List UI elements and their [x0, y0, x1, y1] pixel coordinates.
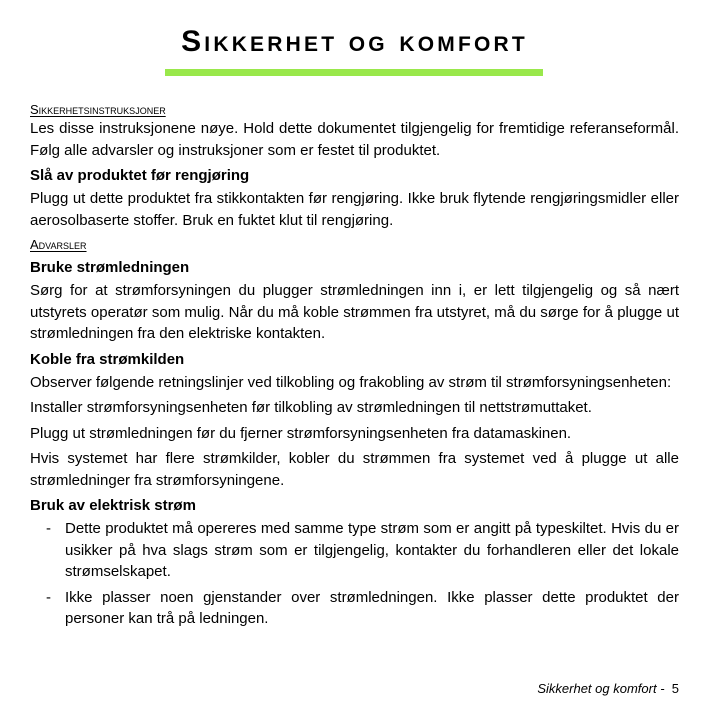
subheading-power-cord: Bruke strømledningen: [30, 259, 190, 276]
list-item: [30, 518, 679, 583]
title-accent-bar: [165, 69, 543, 76]
list-item-text: Dette produktet må opereres med samme type strøm som er angitt på typeskiltet. Hvis du er usikker på hva slags strøm som er tilgjengelig, kontakter du forhandleren eller det lokale strømselskapet.: [65, 520, 679, 580]
safety-intro-paragraph: Les disse instruksjonene nøye. Hold dette dokumentet tilgjengelig for fremtidige referanseformål. Følg alle advarsler og instruksjoner som er festet til produktet.: [30, 120, 679, 159]
list-item: [30, 587, 679, 630]
subheading-electric-power: Bruk av elektrisk strøm: [30, 497, 196, 514]
list-item-text: Ikke plasser noen gjenstander over strømledningen. Ikke plasser dette produktet der personer kan trå på ledningen.: [65, 588, 679, 627]
page-footer: [537, 680, 679, 698]
disconnect-paragraph: Installer strømforsyningsenheten før tilkobling av strømledningen til nettstrømuttaket.: [30, 399, 592, 416]
disconnect-paragraph: Hvis systemet har flere strømkilder, kobler du strømmen fra systemet ved å plugge ut alle strømledninger fra strømforsyningene.: [30, 450, 679, 489]
page-title: Sikkerhet og komfort: [181, 25, 528, 58]
subheading-disconnect: Koble fra strømkilden: [30, 350, 185, 368]
footer-separator: -: [660, 681, 665, 696]
disconnect-paragraph: Plugg ut strømledningen før du fjerner strømforsyningsenheten fra datamaskinen.: [30, 424, 572, 442]
electric-power-list: [30, 518, 679, 630]
footer-section-name: Sikkerhet og komfort: [537, 681, 657, 696]
dash-bullet-icon: -: [46, 588, 51, 606]
section-heading-warnings: Advarsler: [30, 237, 87, 252]
subheading-cleaning: Slå av produktet før rengjøring: [30, 167, 250, 184]
dash-bullet-icon: -: [46, 520, 51, 537]
cleaning-paragraph: Plugg ut dette produktet fra stikkontakten før rengjøring. Ikke bruk flytende rengjøringsmidler eller aerosolbaserte stoffer. Bruk en fuktet klut til rengjøring.: [30, 190, 679, 229]
disconnect-paragraph: Observer følgende retningslinjer ved tilkobling og frakobling av strøm til strømforsyningsenheten:: [30, 373, 672, 391]
page-number: 5: [671, 681, 679, 696]
page-content: [30, 98, 679, 634]
document-page: [30, 0, 679, 709]
power-cord-paragraph: Sørg for at strømforsyningen du plugger strømledningen inn i, er lett tilgjengelig og så nært utstyrets operatør som mulig. Når du må koble strømmen fra utstyret, må du sørge for å plugge ut strømledningen fra den elektriske kontakten.: [30, 282, 679, 342]
section-heading-safety: Sikkerhetsinstruksjoner: [30, 102, 166, 117]
